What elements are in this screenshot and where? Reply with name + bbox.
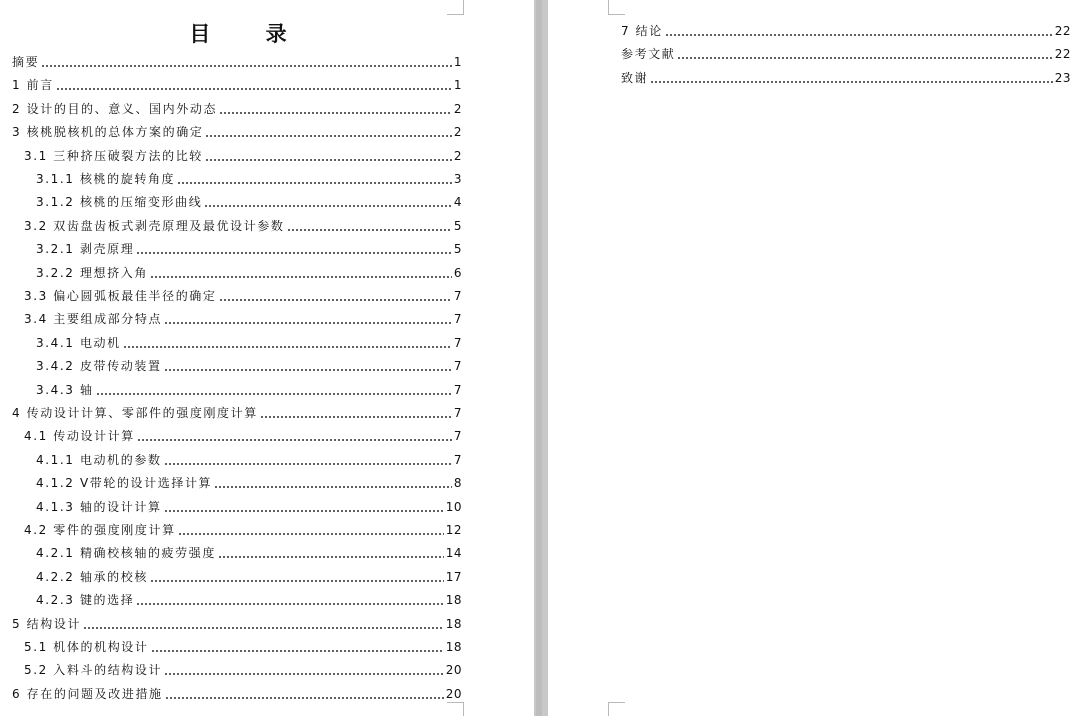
toc-entry-title: 3.1 三种挤压破裂方法的比较 <box>24 148 203 163</box>
toc-entry-title: 4.2 零件的强度刚度计算 <box>24 523 176 537</box>
toc-dot-leader <box>177 182 452 184</box>
toc-entry-title: 1 前言 <box>12 78 54 93</box>
toc-dot-leader <box>164 369 452 371</box>
toc-dot-leader <box>136 603 443 605</box>
toc-entry-title: 3.2.1 剥壳原理 <box>36 242 135 257</box>
toc-entry[interactable] <box>36 588 462 608</box>
toc-dot-leader <box>178 533 444 535</box>
toc-entry[interactable] <box>24 424 462 444</box>
toc-entry-title: 2 设计的目的、意义、国内外动态 <box>12 101 218 116</box>
toc-entry[interactable] <box>24 518 462 538</box>
toc-entry[interactable] <box>36 261 462 281</box>
toc-entry[interactable] <box>36 471 462 491</box>
toc-entry-title: 3.2.2 理想挤入角 <box>36 265 148 280</box>
toc-entry-page-number: 7 <box>453 335 462 350</box>
toc-dot-leader <box>164 463 452 465</box>
toc-entry-page-number: 7 <box>453 429 462 444</box>
toc-entry[interactable] <box>12 97 462 117</box>
toc-dot-leader <box>219 112 452 114</box>
toc-dot-leader <box>214 486 452 488</box>
toc-entry[interactable] <box>24 144 462 164</box>
toc-entry[interactable] <box>24 214 462 234</box>
toc-entry-page-number: 5 <box>453 242 462 257</box>
toc-entry[interactable] <box>36 167 462 187</box>
toc-entry-title: 3.4 主要组成部分特点 <box>24 312 163 327</box>
toc-dot-leader <box>260 416 452 418</box>
toc-entry[interactable] <box>12 50 462 70</box>
toc-entry-page-number: 6 <box>453 265 462 280</box>
toc-dot-leader <box>96 393 452 395</box>
toc-entry-page-number: 18 <box>445 593 462 608</box>
toc-entry-title: 4.2.2 轴承的校核 <box>36 569 148 584</box>
toc-entry[interactable] <box>12 73 462 93</box>
toc-entry[interactable] <box>12 612 462 632</box>
toc-entry-page-number: 5 <box>453 218 462 233</box>
toc-dot-leader <box>205 135 451 137</box>
toc-entry[interactable] <box>36 541 462 561</box>
crop-mark <box>447 702 464 716</box>
toc-entry-page-number: 2 <box>453 125 462 140</box>
toc-dot-leader <box>150 580 444 582</box>
toc-entry-title: 4.1 传动设计计算 <box>24 429 135 444</box>
toc-dot-leader <box>41 65 452 67</box>
document-page-right <box>548 0 1089 716</box>
toc-entry-title: 3 核桃脱核机的总体方案的确定 <box>12 125 204 140</box>
toc-dot-leader <box>164 322 452 324</box>
toc-entry[interactable] <box>12 120 462 140</box>
toc-entry-title: 3.1.2 核桃的压缩变形曲线 <box>36 195 203 210</box>
toc-entry-title: 致谢 <box>621 70 649 85</box>
toc-entry[interactable] <box>36 378 462 398</box>
toc-entry-page-number: 18 <box>445 640 462 654</box>
toc-entry-title: 5.1 机体的机构设计 <box>24 640 149 654</box>
toc-entry[interactable] <box>12 401 462 421</box>
toc-entry[interactable] <box>12 682 462 702</box>
toc-entry-title: 3.1.1 核桃的旋转角度 <box>36 172 176 186</box>
toc-dot-leader <box>205 159 452 161</box>
crop-mark <box>608 702 625 716</box>
toc-entry-page-number: 7 <box>453 452 462 467</box>
toc-dot-leader <box>204 205 452 207</box>
toc-dot-leader <box>287 229 452 231</box>
toc-entry-page-number: 8 <box>453 476 462 491</box>
toc-entry-page-number: 7 <box>453 359 462 374</box>
toc-entry[interactable] <box>36 354 462 374</box>
toc-entry-title: 4.1.1 电动机的参数 <box>36 452 162 467</box>
toc-entry-page-number: 1 <box>453 78 462 93</box>
toc-entry-page-number: 23 <box>1054 70 1071 85</box>
toc-entry-page-number: 7 <box>453 289 462 303</box>
toc-entry-page-number: 7 <box>453 406 462 420</box>
toc-entry-page-number: 14 <box>445 546 462 561</box>
toc-entry-title: 4.2.3 键的选择 <box>36 593 135 608</box>
toc-entry-page-number: 4 <box>453 195 462 210</box>
toc-entry-page-number: 18 <box>445 616 462 631</box>
toc-entry-title: 5.2 入料斗的结构设计 <box>24 663 163 678</box>
toc-entry-title: 参考文献 <box>621 47 676 62</box>
toc-dot-leader <box>150 276 452 278</box>
toc-entry-page-number: 2 <box>453 148 462 163</box>
toc-entry-title: 3.4.2 皮带传动装置 <box>36 359 162 374</box>
toc-entry-title: 3.3 偏心圆弧板最佳半径的确定 <box>24 289 217 303</box>
document-page-left <box>0 0 534 716</box>
toc-entry[interactable] <box>36 565 462 585</box>
toc-dot-leader <box>83 627 444 629</box>
page-gutter <box>534 0 548 716</box>
crop-mark <box>608 0 625 15</box>
toc-entry-title: 4.1.3 轴的设计计算 <box>36 499 162 514</box>
toc-entry-page-number: 20 <box>445 686 462 701</box>
toc-dot-leader <box>164 510 444 512</box>
toc-entry[interactable] <box>24 307 462 327</box>
toc-entry-title: 7 结论 <box>621 24 663 38</box>
toc-entry-page-number: 3 <box>453 172 462 186</box>
toc-entry[interactable] <box>36 495 462 515</box>
toc-entry-title: 3.4.3 轴 <box>36 382 94 397</box>
toc-dot-leader <box>151 650 444 652</box>
toc-entry-page-number: 12 <box>445 523 462 537</box>
toc-dot-leader <box>165 697 444 699</box>
toc-entry[interactable] <box>24 284 462 304</box>
toc-entry-title: 4.1.2 V带轮的设计选择计算 <box>36 476 213 491</box>
toc-entry-page-number: 2 <box>453 101 462 116</box>
toc-entry[interactable] <box>36 448 462 468</box>
toc-entry-page-number: 22 <box>1054 47 1071 62</box>
toc-entry-title: 3.4.1 电动机 <box>36 335 121 350</box>
toc-entry-title: 4.2.1 精确校核轴的疲劳强度 <box>36 546 216 561</box>
toc-entry-page-number: 20 <box>445 663 462 678</box>
toc-entry[interactable] <box>621 42 1071 62</box>
toc-entry-page-number: 7 <box>453 382 462 397</box>
toc-dot-leader <box>218 556 444 558</box>
toc-dot-leader <box>677 57 1052 59</box>
toc-dot-leader <box>219 299 452 301</box>
toc-entry[interactable] <box>621 66 1071 86</box>
toc-entry-page-number: 7 <box>453 312 462 327</box>
toc-entry-title: 6 存在的问题及改进措施 <box>12 686 163 701</box>
toc-dot-leader <box>56 88 452 90</box>
toc-entry-title: 5 结构设计 <box>12 616 82 631</box>
toc-dot-leader <box>123 346 452 348</box>
toc-entry[interactable] <box>36 190 462 210</box>
toc-entry[interactable] <box>36 237 462 257</box>
toc-dot-leader <box>650 81 1053 83</box>
toc-entry[interactable] <box>621 19 1071 39</box>
toc-entry-page-number: 22 <box>1054 24 1071 38</box>
toc-dot-leader <box>137 439 452 441</box>
toc-entry-title: 4 传动设计计算、零部件的强度刚度计算 <box>12 406 258 420</box>
toc-entry[interactable] <box>24 635 462 655</box>
toc-entry-title: 摘要 <box>12 55 40 69</box>
toc-title: 目 录 <box>189 22 311 46</box>
crop-mark <box>447 0 464 15</box>
toc-entry-title: 3.2 双齿盘齿板式剥壳原理及最优设计参数 <box>24 218 285 233</box>
toc-entry[interactable] <box>36 331 462 351</box>
toc-entry-page-number: 10 <box>445 499 462 514</box>
toc-dot-leader <box>665 34 1053 36</box>
toc-entry-page-number: 1 <box>453 55 462 69</box>
toc-dot-leader <box>164 673 444 675</box>
toc-entry[interactable] <box>24 658 462 678</box>
toc-dot-leader <box>136 252 452 254</box>
toc-entry-page-number: 17 <box>445 569 462 584</box>
